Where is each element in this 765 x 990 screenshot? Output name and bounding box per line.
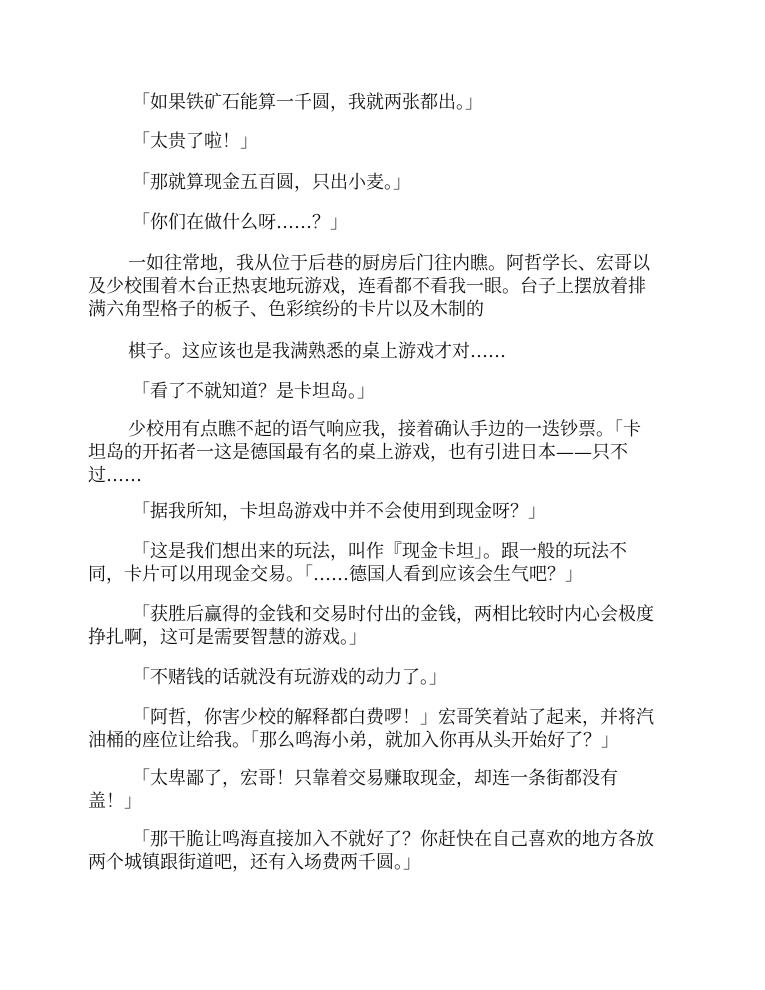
text-line: 「如果铁矿石能算一千圆，我就两张都出。」 — [132, 92, 483, 113]
text-line: 「这是我们想出来的玩法，叫作『现金卡坦」。跟一般的玩法不 — [132, 541, 627, 562]
paragraph-13 — [88, 706, 678, 752]
text-line: 「太卑鄙了，宏哥！只靠着交易赚取现金，却连一条街都没有 — [132, 768, 618, 789]
paragraph-10 — [88, 540, 678, 586]
text-line: 满六角型格子的板子、色彩缤纷的卡片以及木制的 — [88, 299, 484, 320]
paragraph-7 — [132, 380, 722, 403]
paragraph-2 — [132, 130, 722, 153]
paragraph-3 — [132, 171, 722, 194]
text-line: 「那就算现金五百圆，只出小麦。」 — [132, 172, 411, 193]
text-line: 盖！」 — [88, 791, 142, 812]
paragraph-9 — [132, 500, 722, 523]
paragraph-12 — [132, 666, 722, 689]
paragraph-4 — [132, 211, 722, 234]
text-line: 「那干脆让鸣海直接加入不就好了？你赶快在自己喜欢的地方各放 — [132, 829, 654, 850]
text-line: 一如往常地，我从位于后巷的厨房后门往内瞧。阿哲学长、宏哥以 — [128, 253, 650, 274]
text-line: 「太贵了啦！」 — [132, 131, 258, 152]
text-line: 少校用有点瞧不起的语气响应我，接着确认手边的一迭钞票。「卡 — [128, 419, 641, 440]
text-line: 「阿哲，你害少校的解释都白费啰！」宏哥笑着站了起来，并将汽 — [132, 707, 654, 728]
text-line: 挣扎啊，这可是需要智慧的游戏。」 — [88, 627, 367, 648]
text-line: 坦岛的开拓者一这是德国最有名的桌上游戏，也有引进日本——只不 — [88, 442, 628, 463]
text-line: 「你们在做什么呀……？」 — [132, 212, 348, 233]
paragraph-15 — [88, 828, 678, 874]
text-line: 「看了不就知道？是卡坦岛。」 — [132, 381, 375, 402]
text-line: 两个城镇跟街道吧，还有入场费两千圆。」 — [88, 852, 421, 873]
text-line: 油桶的座位让给我。「那么鸣海小弟，就加入你再从头开始好了？」 — [88, 730, 619, 751]
paragraph-14 — [88, 767, 678, 813]
text-line: 同，卡片可以用现金交易。「……德国人看到应该会生气吧？」 — [88, 564, 583, 585]
text-line: 过…… — [88, 465, 142, 486]
text-line: 「不赌钱的话就没有玩游戏的动力了。」 — [132, 667, 447, 688]
text-line: 「获胜后赢得的金钱和交易时付出的金钱，两相比较时内心会极度 — [132, 604, 654, 625]
text-line: 及少校围着木台正热衷地玩游戏，连看都不看我一眼。台子上摆放着排 — [88, 276, 646, 297]
paragraph-6 — [128, 340, 718, 363]
text-line: 棋子。这应该也是我满熟悉的桌上游戏才对…… — [128, 341, 506, 362]
paragraph-8 — [88, 418, 678, 487]
text-line: 「据我所知，卡坦岛游戏中并不会使用到现金呀？」 — [132, 501, 546, 522]
paragraph-5 — [88, 252, 678, 321]
paragraph-1 — [132, 91, 722, 114]
paragraph-11 — [88, 603, 678, 649]
